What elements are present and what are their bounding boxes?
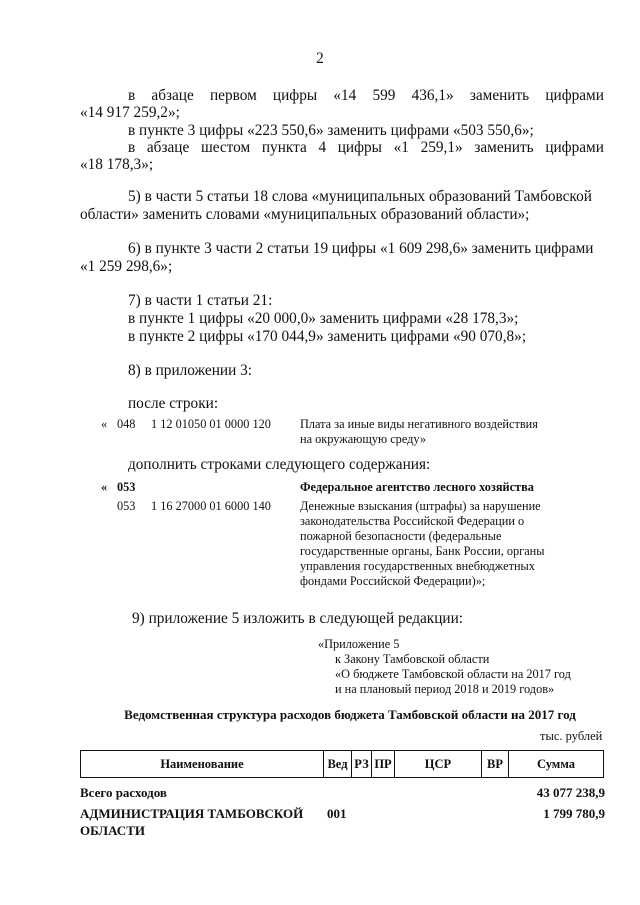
item9: 9) приложение 5 изложить в следующей редакции: xyxy=(132,610,464,627)
word: пункта xyxy=(261,139,307,156)
row3-name-line: государственные органы, Банк России, органы xyxy=(300,544,545,558)
budget-table xyxy=(80,750,604,778)
word: в xyxy=(128,139,136,156)
para-b: в пункте 3 цифры «223 550,6» заменить цифрами «503 550,6»; xyxy=(128,122,534,139)
appendix-line: и на плановый период 2018 и 2019 годов» xyxy=(335,682,555,696)
row1-code: 048 xyxy=(117,417,136,431)
table-header-row xyxy=(81,751,604,778)
word: в xyxy=(128,87,136,104)
table-title: Ведомственная структура расходов бюджета Тамбовской области на 2017 год xyxy=(124,707,576,722)
admin-code: 001 xyxy=(327,806,347,821)
row3-name-line: фондами Российской Федерации)»; xyxy=(300,574,486,588)
header-rz: РЗ xyxy=(352,751,372,778)
row2-quote: « xyxy=(101,480,108,494)
word: первом xyxy=(209,87,257,104)
item5-line1: 5) в части 5 статьи 18 слова «муниципальных образований Тамбовской xyxy=(128,188,592,205)
word: цифрами xyxy=(545,139,604,156)
word: 599 xyxy=(372,87,396,104)
word: 4 xyxy=(318,139,327,156)
row3-name-line: Денежные взыскания (штрафы) за нарушение xyxy=(300,499,541,513)
header-sum: Сумма xyxy=(509,751,604,778)
para-a-line1 xyxy=(128,86,604,105)
header-ved: Вед xyxy=(324,751,352,778)
row1-name-line1: Плата за иные виды негативного воздействия xyxy=(300,417,538,431)
item6-line1: 6) в пункте 3 части 2 статьи 19 цифры «1 609 298,6» заменить цифрами xyxy=(128,240,594,257)
row3-name-line: законодательства Российской Федерации о xyxy=(300,514,525,528)
word: цифрами xyxy=(545,87,604,104)
word: абзаце xyxy=(151,87,194,104)
row3-code: 053 xyxy=(117,499,136,513)
header-csr: ЦСР xyxy=(395,751,482,778)
total-label: Всего расходов xyxy=(80,785,167,800)
item6-line2: «1 259 298,6»; xyxy=(80,258,173,275)
supplement-label: дополнить строками следующего содержания: xyxy=(128,456,431,473)
word: 436,1» xyxy=(411,87,454,104)
para-c-line1 xyxy=(128,138,604,157)
item7-line1: 7) в части 1 статьи 21: xyxy=(128,292,273,309)
word: «1 xyxy=(393,139,409,156)
item5-line2: области» заменить словами «муниципальных образований области»; xyxy=(80,206,530,223)
header-vr: ВР xyxy=(482,751,509,778)
item7-line3: в пункте 2 цифры «170 044,9» заменить цифрами «90 070,8»; xyxy=(128,328,527,345)
word: цифры xyxy=(272,87,318,104)
row3-kbk: 1 16 27000 01 6000 140 xyxy=(151,499,271,513)
word: «14 xyxy=(333,87,357,104)
total-value: 43 077 238,9 xyxy=(536,785,605,800)
item7-line2: в пункте 1 цифры «20 000,0» заменить цифрами «28 178,3»; xyxy=(128,310,519,327)
row1-name-line2: на окружающую среду» xyxy=(300,432,426,446)
admin-value: 1 799 780,9 xyxy=(543,806,605,821)
item8: 8) в приложении 3: xyxy=(128,362,252,379)
admin-name-line1: АДМИНИСТРАЦИЯ ТАМБОВСКОЙ xyxy=(80,806,304,821)
header-pr: ПР xyxy=(372,751,395,778)
appendix-line: к Закону Тамбовской области xyxy=(335,652,490,666)
page-number: 2 xyxy=(316,50,324,67)
para-c-line2: «18 178,3»; xyxy=(80,156,154,173)
row3-name-line: пожарной безопасности (федеральные xyxy=(300,529,502,543)
appendix-line: «О бюджете Тамбовской области на 2017 год xyxy=(335,667,571,681)
row2-name: Федеральное агентство лесного хозяйства xyxy=(300,480,534,494)
word: 259,1» xyxy=(420,139,463,156)
header-name: Наименование xyxy=(81,751,324,778)
after-rows-label: после строки: xyxy=(128,395,219,412)
word: абзаце xyxy=(146,139,190,156)
admin-name-line2: ОБЛАСТИ xyxy=(80,823,145,838)
word: заменить xyxy=(474,139,534,156)
row2-code: 053 xyxy=(117,480,136,494)
units-label: тыс. рублей xyxy=(540,729,603,743)
word: шестом xyxy=(200,139,251,156)
row1-kbk: 1 12 01050 01 0000 120 xyxy=(151,417,271,431)
row1-quote: « xyxy=(101,417,108,431)
para-a-line2: «14 917 259,2»; xyxy=(80,104,180,121)
row3-name-line: управления государственных внебюджетных xyxy=(300,559,535,573)
word: заменить xyxy=(469,87,530,104)
word: цифры xyxy=(337,139,382,156)
appendix-line: «Приложение 5 xyxy=(318,637,400,651)
